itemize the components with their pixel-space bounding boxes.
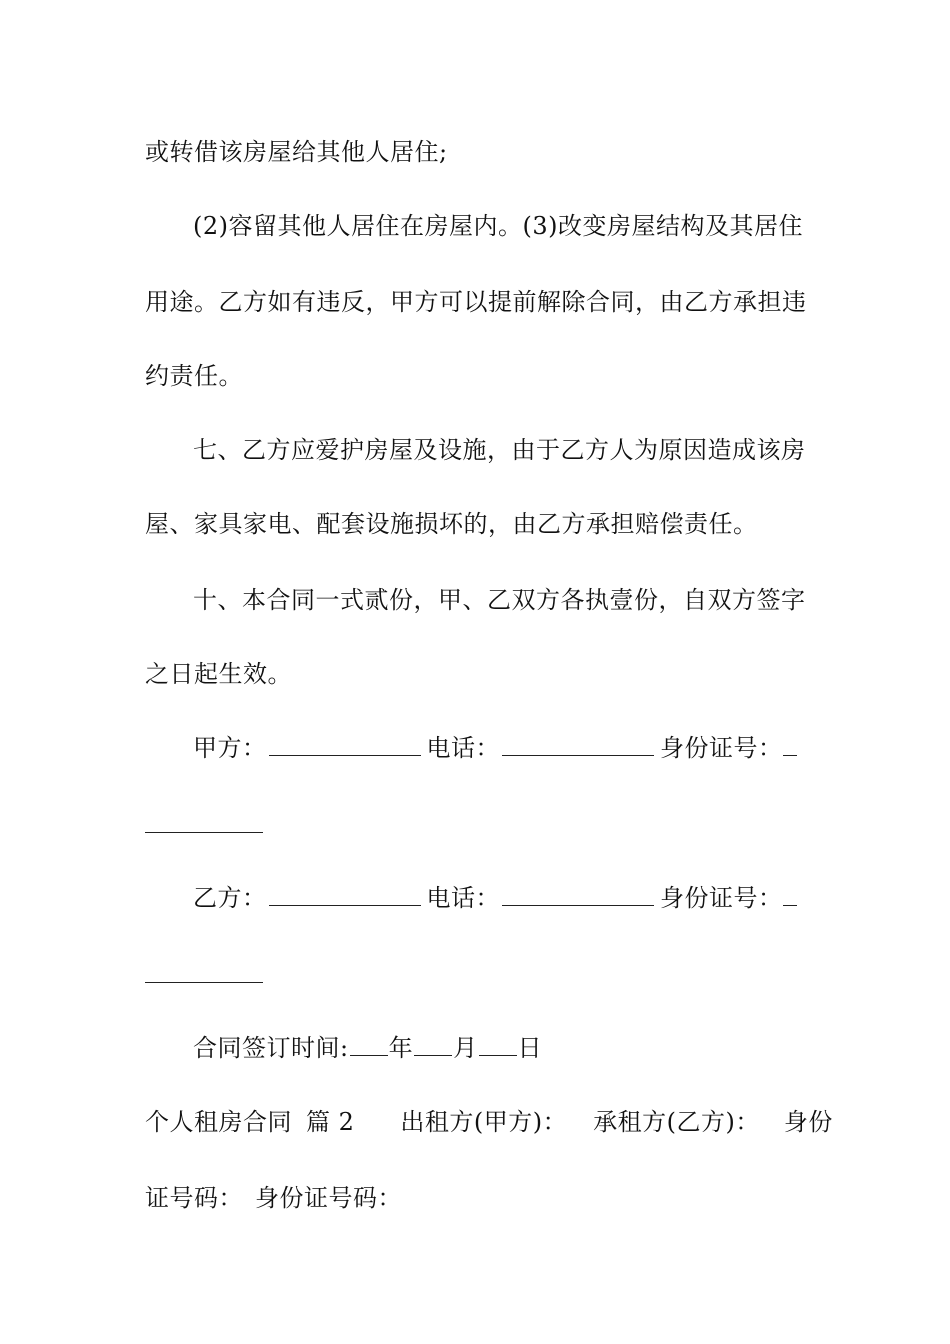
party-b-id-blank bbox=[783, 885, 797, 906]
contract-2-section: 篇 2 bbox=[306, 1108, 355, 1136]
id-number-label-part2: 证号码： bbox=[145, 1184, 243, 1212]
signing-date-row bbox=[193, 1033, 810, 1063]
party-a-id-blank-continued bbox=[145, 832, 263, 833]
day-blank bbox=[479, 1035, 517, 1056]
paragraph-line: 约责任。 bbox=[145, 362, 243, 390]
party-a-id-label: 身份证号： bbox=[660, 734, 783, 762]
paragraph-line: 用途。乙方如有违反，甲方可以提前解除合同，由乙方承担违 bbox=[145, 288, 807, 316]
party-a-name-blank bbox=[269, 735, 421, 756]
signing-date-label: 合同签订时间: bbox=[193, 1034, 349, 1062]
party-b-name-blank bbox=[269, 885, 421, 906]
id-number-label-part1: 身份 bbox=[783, 1108, 833, 1136]
party-b-label: 乙方： bbox=[193, 884, 267, 912]
paragraph-line: (2)容留其他人居住在房屋内。(3)改变房屋结构及其居住 bbox=[193, 212, 803, 240]
year-blank bbox=[350, 1035, 388, 1056]
month-blank bbox=[414, 1035, 452, 1056]
lessee-label: 承租方(乙方)： bbox=[593, 1108, 760, 1136]
id-number-label-second: 身份证号码： bbox=[255, 1184, 402, 1212]
party-b-phone-label: 电话： bbox=[426, 884, 500, 912]
paragraph-line: 七、乙方应爱护房屋及设施，由于乙方人为原因造成该房 bbox=[193, 436, 806, 464]
paragraph-line: 屋、家具家电、配套设施损坏的，由乙方承担赔偿责任。 bbox=[145, 510, 758, 538]
contract-2-id-row bbox=[145, 1183, 810, 1213]
contract-2-title: 个人租房合同 bbox=[145, 1108, 292, 1136]
party-b-id-label: 身份证号： bbox=[660, 884, 783, 912]
month-label: 月 bbox=[453, 1034, 478, 1062]
party-a-signature-row bbox=[193, 733, 810, 763]
party-b-phone-blank bbox=[502, 885, 654, 906]
party-a-label: 甲方： bbox=[193, 734, 267, 762]
paragraph-line: 之日起生效。 bbox=[145, 660, 292, 688]
party-b-signature-row bbox=[193, 883, 810, 913]
lessor-label: 出租方(甲方)： bbox=[400, 1108, 568, 1136]
paragraph-line: 或转借该房屋给其他人居住; bbox=[145, 138, 448, 166]
paragraph-line: 十、本合同一式贰份，甲、乙双方各执壹份，自双方签字 bbox=[193, 586, 806, 614]
day-label: 日 bbox=[517, 1034, 543, 1062]
year-label: 年 bbox=[388, 1034, 414, 1062]
party-a-id-blank bbox=[783, 735, 797, 756]
party-b-id-blank-continued bbox=[145, 982, 263, 983]
contract-2-header bbox=[145, 1107, 833, 1137]
party-a-phone-blank bbox=[502, 735, 654, 756]
party-a-phone-label: 电话： bbox=[426, 734, 500, 762]
